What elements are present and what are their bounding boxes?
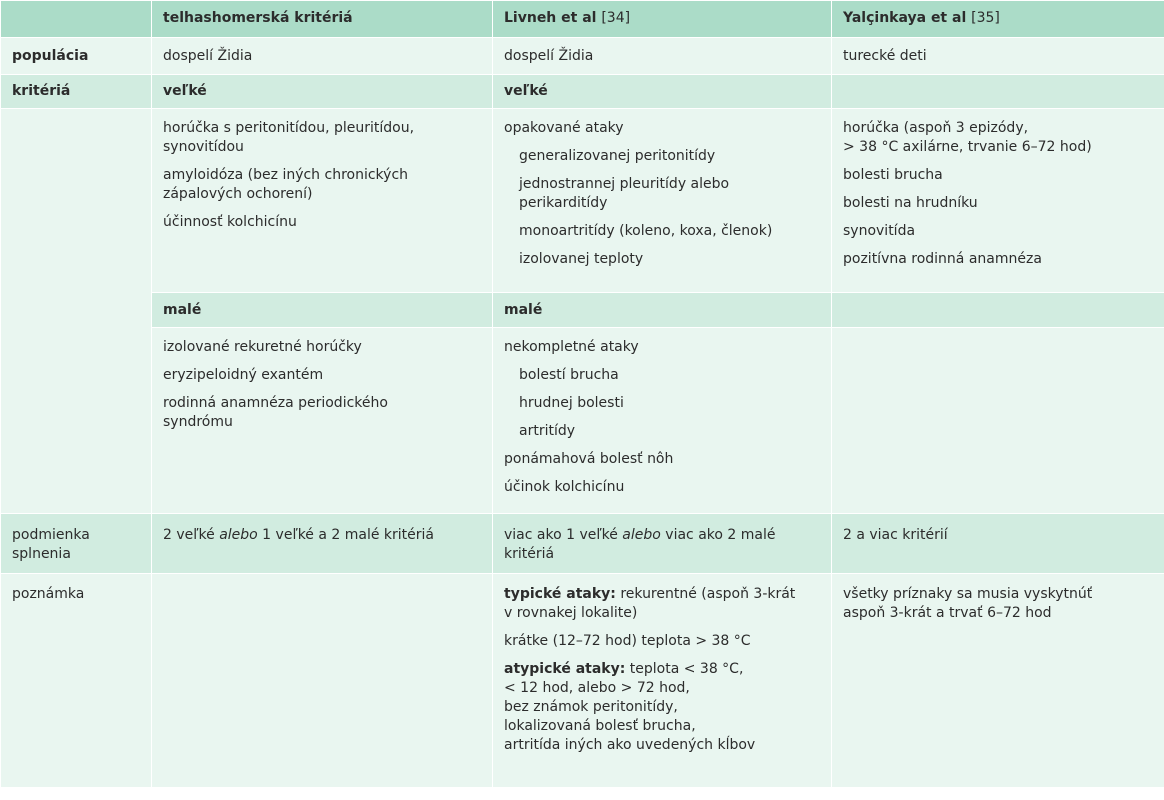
minor-liv-after: ponámahová bolesť nôh xyxy=(504,451,674,467)
note-atypical: atypické ataky: teplota < 38 °C, < 12 hod, alebo > 72 hod, bez známok peritonitídy, lokalizovaná bolesť brucha, artritída iných ako uvedených kĺbov xyxy=(504,661,756,753)
major-tel-item: amyloidóza (bez iných chronických zápalových ochorení) xyxy=(163,167,409,202)
header-livneh-ref: [34] xyxy=(601,10,631,26)
row-label-poznamka: poznámka xyxy=(1,574,152,788)
major-liv-intro: opakované ataky xyxy=(504,120,624,136)
row-label-kriteria: kritériá xyxy=(1,75,152,109)
row-label-populacia: populácia xyxy=(1,38,152,75)
cell-podmienka-tel: 2 veľké alebo 1 veľké a 2 malé kritériá xyxy=(152,514,493,574)
row-poznamka xyxy=(1,574,1164,788)
major-yal-item: pozitívna rodinná anamnéza xyxy=(843,251,1042,267)
major-liv-item: monoartritídy (koleno, koxa, členok) xyxy=(519,223,773,239)
minor-liv-sub: artritídy xyxy=(519,423,576,439)
heading-minor-tel: malé xyxy=(152,293,493,328)
header-yalcinkaya xyxy=(832,1,1164,38)
header-livneh-name: Livneh et al xyxy=(504,10,597,26)
major-yal-item: bolesti brucha xyxy=(843,167,943,183)
note-short: krátke (12–72 hod) teplota > 38 °C xyxy=(504,633,751,649)
heading-minor-yal xyxy=(832,293,1164,328)
cell-poznamka-liv xyxy=(493,574,832,788)
row-kriteria xyxy=(1,75,1164,109)
cell-major-tel xyxy=(152,109,493,293)
row-populacia xyxy=(1,38,1164,75)
cell-major-minor-label xyxy=(1,109,152,514)
major-liv-item: jednostrannej pleuritídy alebo perikarditídy xyxy=(519,176,730,211)
minor-tel-item: eryzipeloidný exantém xyxy=(163,367,324,383)
row-minor-heading xyxy=(1,293,1164,328)
major-yal-item: horúčka (aspoň 3 epizódy, > 38 °C axilárne, trvanie 6–72 hod) xyxy=(843,120,1092,155)
cell-poznamka-yal: všetky príznaky sa musia vyskytnúť aspoň 3-krát a trvať 6–72 hod xyxy=(832,574,1164,788)
major-tel-item: horúčka s peritonitídou, pleuritídou, synovitídou xyxy=(163,120,415,155)
header-yalcinkaya-ref: [35] xyxy=(971,10,1000,26)
header-telhashomer: telhashomerská kritériá xyxy=(152,1,493,38)
minor-tel-item: izolované rekuretné horúčky xyxy=(163,339,362,355)
major-yal-item: bolesti na hrudníku xyxy=(843,195,978,211)
cell-minor-yal xyxy=(832,328,1164,514)
cell-populacia-tel: dospelí Židia xyxy=(152,38,493,75)
major-yal-item: synovitída xyxy=(843,223,916,239)
heading-major-yal xyxy=(832,75,1164,109)
cell-minor-tel xyxy=(152,328,493,514)
header-yalcinkaya-name: Yalçinkaya et al xyxy=(843,10,967,26)
cell-major-yal xyxy=(832,109,1164,293)
cell-podmienka-liv: viac ako 1 veľké alebo viac ako 2 malé kritériá xyxy=(493,514,832,574)
major-tel-item: účinnosť kolchicínu xyxy=(163,214,297,230)
major-liv-item: generalizovanej peritonitídy xyxy=(519,148,716,164)
row-major xyxy=(1,109,1164,293)
header-livneh xyxy=(493,1,832,38)
minor-liv-sub: hrudnej bolesti xyxy=(519,395,624,411)
minor-tel-item: rodinná anamnéza periodického syndrómu xyxy=(163,395,388,430)
header-row xyxy=(1,1,1164,38)
minor-liv-after: účinok kolchicínu xyxy=(504,479,625,495)
row-minor xyxy=(1,328,1164,514)
heading-major-liv: veľké xyxy=(493,75,832,109)
row-label-podmienka: podmienka splnenia xyxy=(1,514,152,574)
cell-podmienka-yal: 2 a viac kritérií xyxy=(832,514,1164,574)
heading-major-tel: veľké xyxy=(152,75,493,109)
heading-minor-liv: malé xyxy=(493,293,832,328)
minor-liv-sub: bolestí brucha xyxy=(519,367,619,383)
major-liv-item: izolovanej teploty xyxy=(519,251,644,267)
cell-minor-liv xyxy=(493,328,832,514)
cell-populacia-yal: turecké deti xyxy=(832,38,1164,75)
row-podmienka xyxy=(1,514,1164,574)
note-typical: typické ataky: rekurentné (aspoň 3-krát v rovnakej lokalite) xyxy=(504,586,796,621)
minor-liv-intro: nekompletné ataky xyxy=(504,339,639,355)
header-empty xyxy=(1,1,152,38)
cell-major-liv xyxy=(493,109,832,293)
cell-poznamka-tel xyxy=(152,574,493,788)
cell-populacia-liv: dospelí Židia xyxy=(493,38,832,75)
